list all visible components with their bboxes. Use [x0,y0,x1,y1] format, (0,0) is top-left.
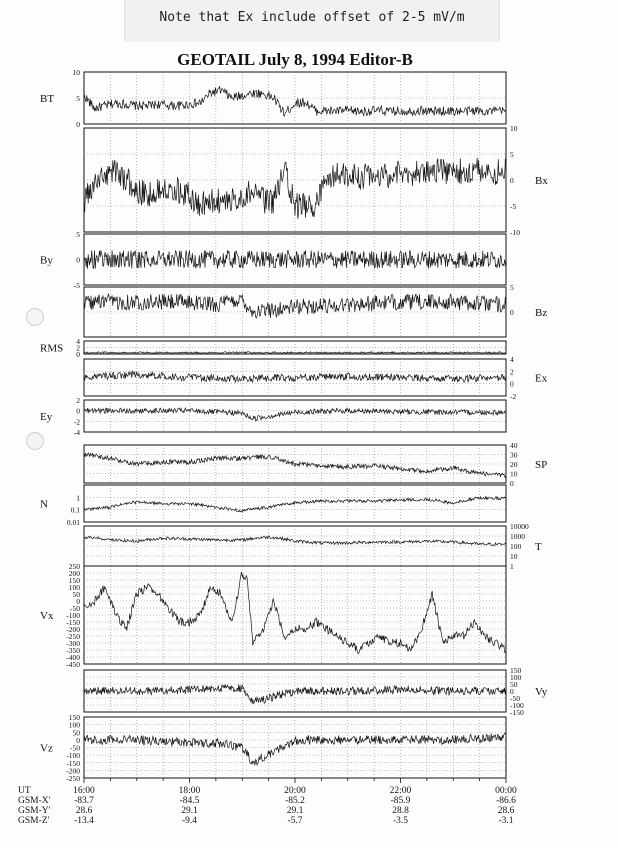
y-tick-label: 50 [72,728,80,738]
panel-vy [84,666,548,717]
panel-label: T [535,541,542,553]
y-tick-label: 0 [76,597,80,606]
panel-label: Vy [535,686,548,698]
y-tick-label: 1000 [510,532,525,541]
panel-by [40,230,506,290]
panel-bt [40,68,506,129]
y-tick-label: 100 [68,720,80,730]
y-tick-label: 40 [510,441,518,450]
series-line-rms [84,352,506,353]
y-tick-label: 0 [510,176,514,185]
series-line-ex [84,371,506,382]
y-tick-label: 0 [510,379,514,389]
y-tick-label: 0.01 [66,518,80,527]
y-tick-label: 100 [68,583,80,592]
y-tick-label: 50 [510,680,518,689]
y-tick-label: 0 [76,255,80,265]
gsm-z-value: -5.7 [287,816,303,826]
ut-tick-label: 20:00 [284,786,306,796]
y-tick-label: 1 [76,493,80,503]
gsm-x-value: -85.2 [285,796,305,806]
gsm-z-value: -3.5 [392,816,409,826]
panel-ex [84,355,548,401]
y-tick-label: 150 [68,576,80,585]
panel-bx [84,124,548,237]
y-tick-label: 0 [76,406,80,416]
y-tick-label: 10000 [510,522,529,531]
panel-n [40,485,506,527]
panel-label: Vz [40,742,53,755]
y-tick-label: 4 [510,355,514,364]
series-line-by [84,250,506,268]
y-tick-label: -300 [66,639,80,648]
gsm-y-value: 28.8 [392,806,409,816]
y-tick-label: 2 [510,367,514,377]
y-tick-label: 4 [76,337,80,346]
y-tick-label: 100 [510,542,522,551]
series-line-vz [84,733,506,765]
panel-rms [40,337,506,359]
panel-label: N [40,498,48,511]
series-line-sp [84,453,506,478]
y-tick-label: -250 [66,774,80,783]
y-tick-label: -200 [66,766,80,776]
gsm-z-value: -3.1 [498,816,514,826]
gsm-y-value: 28.6 [75,806,93,816]
y-tick-label: -150 [66,618,80,627]
y-tick-label: 50 [72,590,80,599]
y-tick-label: -2 [73,417,80,427]
y-tick-label: -100 [510,701,524,710]
y-tick-label: 0 [76,350,80,359]
panel-label: BT [40,93,55,105]
y-tick-label: 150 [68,713,80,722]
y-tick-label: -400 [66,653,80,662]
y-tick-label: 20 [510,460,518,469]
y-tick-label: 5 [510,283,514,292]
ut-row-label: UT [18,786,31,796]
panel-bz [84,283,547,337]
y-tick-label: -50 [510,694,520,703]
gsm-x-value: -84.5 [179,796,200,806]
y-tick-label: 5 [76,230,80,239]
y-tick-label: -450 [66,660,80,669]
y-tick-label: -2 [510,392,517,401]
gsm-y-value: 29.1 [181,806,198,816]
y-tick-label: -350 [66,646,80,655]
y-tick-label: -150 [510,708,524,717]
panel-t [84,522,542,571]
gsm-x-row-label: GSM-X' [18,796,51,806]
y-tick-label: 10 [510,124,518,133]
y-tick-label: -5 [73,281,80,290]
y-tick-label: 200 [68,569,80,578]
y-tick-label: 5 [76,94,80,103]
gsm-x-value: -86.6 [496,796,516,806]
panel-label: Bx [535,175,548,187]
gsm-y-value: 28.6 [497,806,515,816]
ut-tick-label: 22:00 [389,786,412,796]
gsm-z-value: -13.4 [74,816,94,826]
panel-label: By [40,254,53,267]
y-tick-label: 0 [510,308,514,317]
panel-label: Vx [40,610,54,622]
gsm-y-value: 29.1 [286,806,304,816]
y-tick-label: -10 [510,228,520,237]
ut-gsm-table [0,786,618,846]
panel-label: RMS [40,342,64,355]
ut-tick-label: 18:00 [178,786,201,796]
ut-tick-label: 16:00 [73,786,95,796]
y-tick-label: 0 [76,120,80,129]
panel-label: Bz [535,307,548,319]
y-tick-label: 0 [76,735,80,745]
gsm-x-value: -85.9 [390,796,411,806]
y-tick-label: 0.1 [70,505,80,515]
y-tick-label: 10 [510,552,518,561]
y-tick-label: -50 [70,604,80,613]
y-tick-label: -150 [66,758,80,768]
y-tick-label: 10 [72,68,80,77]
y-tick-label: 150 [510,666,522,675]
y-tick-label: 1 [510,562,514,571]
y-tick-label: 0 [510,687,514,696]
y-tick-label: -100 [66,611,80,620]
y-tick-label: -200 [66,625,80,634]
panel-ey [40,396,506,437]
y-tick-label: 30 [510,450,518,460]
panel-vz [40,713,506,783]
y-tick-label: 5 [510,150,514,159]
gsm-z-row-label: GSM-Z' [18,816,50,826]
panel-label: Ex [535,372,548,385]
y-tick-label: -5 [510,202,517,211]
panel-label: Ey [40,411,53,423]
page-title: GEOTAIL July 8, 1994 Editor-B [177,50,413,69]
panel-vx [40,562,506,669]
y-tick-label: -250 [66,632,80,641]
gsm-y-row-label: GSM-Y' [18,806,51,816]
y-tick-label: -50 [70,743,80,753]
y-tick-label: -4 [73,428,80,437]
gsm-z-value: -9.4 [181,816,198,826]
panel-sp [84,441,547,488]
y-tick-label: -100 [66,751,80,761]
panel-label: SP [535,459,548,471]
y-tick-label: 2 [76,396,80,405]
gsm-x-value: -83.7 [74,796,94,806]
y-tick-label: 0 [510,479,514,488]
y-tick-label: 2 [76,343,80,353]
offset-note: Note that Ex include offset of 2-5 mV/m [124,0,500,42]
y-tick-label: 250 [68,562,80,571]
y-tick-label: 100 [510,673,522,682]
ut-tick-label: 00:00 [495,786,517,796]
y-tick-label: 10 [510,469,518,479]
